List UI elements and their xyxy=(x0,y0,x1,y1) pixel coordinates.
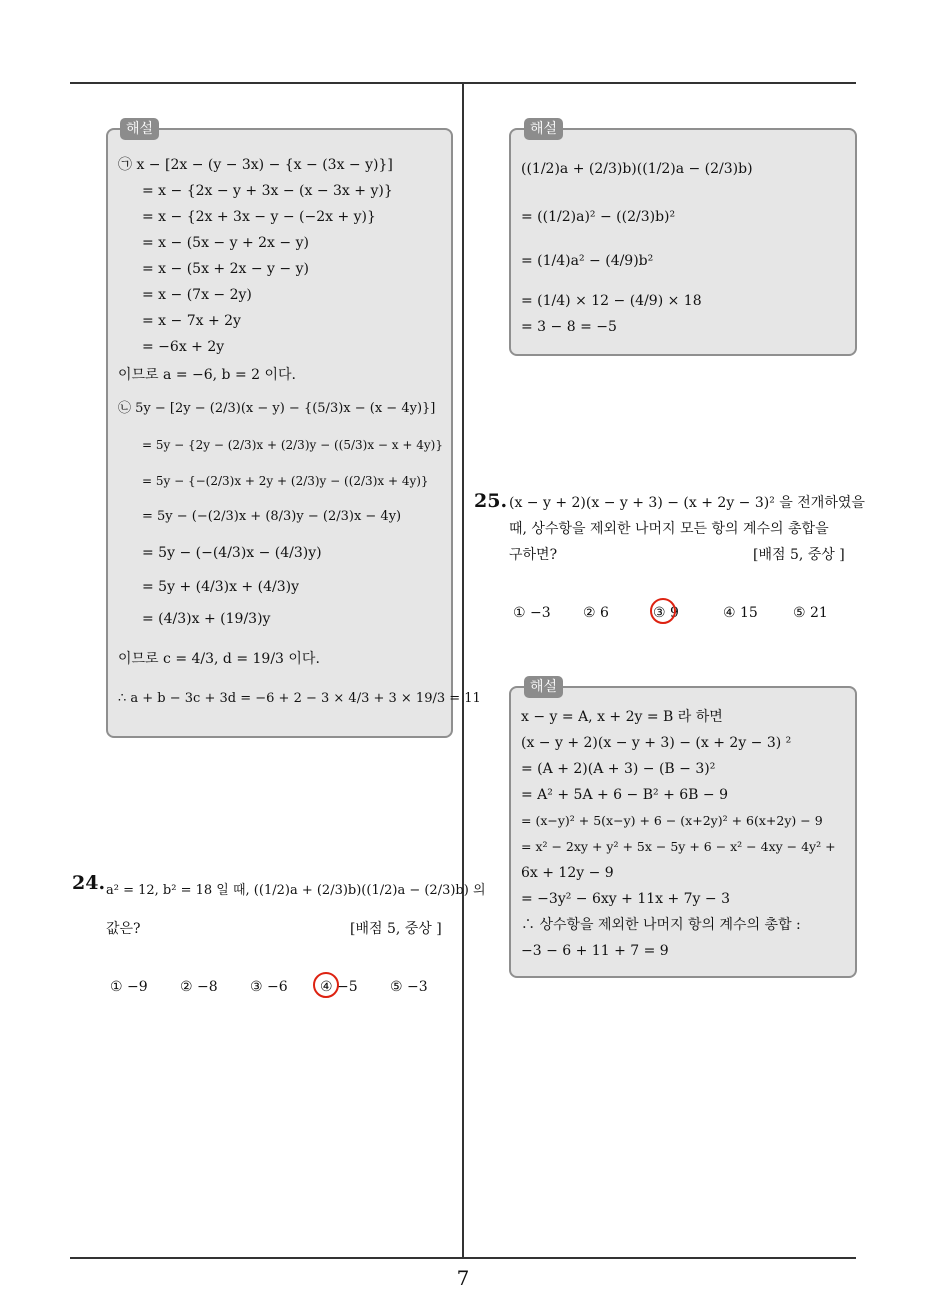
solution-line: ㉠ x − [2x − (y − 3x) − {x − (3x − y)}] xyxy=(118,157,393,173)
score-label: [배점 5, 중상 ] xyxy=(350,921,442,937)
answer-circle-mark xyxy=(313,972,339,998)
solution-line: = 5y − {2y − (2/3)x + (2/3)y − ((5/3)x − x + 4y)} xyxy=(142,438,443,452)
question-text: 값은? xyxy=(106,921,141,937)
solution-line: = (4/3)x + (19/3)y xyxy=(142,611,271,627)
solution-line: = x − 7x + 2y xyxy=(142,313,241,329)
solution-tag: 해설 xyxy=(524,676,563,698)
choice-1[interactable]: ① −3 xyxy=(513,605,551,621)
question-text: (x − y + 2)(x − y + 3) − (x + 2y − 3)² 을 전개하였을 xyxy=(509,495,865,511)
solution-line: = 5y + (4/3)x + (4/3)y xyxy=(142,579,299,595)
solution-line: x − y = A, x + 2y = B 라 하면 xyxy=(521,709,723,725)
solution-line: = −6x + 2y xyxy=(142,339,225,355)
solution-line: (x − y + 2)(x − y + 3) − (x + 2y − 3) ² xyxy=(521,735,792,751)
solution-tag: 해설 xyxy=(120,118,159,140)
solution-line: = −3y² − 6xy + 11x + 7y − 3 xyxy=(521,891,731,907)
solution-line: ∴ a + b − 3c + 3d = −6 + 2 − 3 × 4/3 + 3 × 19/3 = 11 xyxy=(118,691,481,706)
choice-4[interactable]: ④ −5 xyxy=(320,979,358,995)
solution-tag: 해설 xyxy=(524,118,563,140)
solution-line: = x − (5x + 2x − y − y) xyxy=(142,261,309,277)
solution-line: 이므로 c = 4/3, d = 19/3 이다. xyxy=(118,651,320,667)
solution-line: = A² + 5A + 6 − B² + 6B − 9 xyxy=(521,787,728,803)
question-text: 때, 상수항을 제외한 나머지 모든 항의 계수의 총합을 xyxy=(509,521,829,537)
answer-choices xyxy=(110,979,428,995)
solution-line: = 3 − 8 = −5 xyxy=(521,319,617,335)
score-label: [배점 5, 중상 ] xyxy=(753,547,845,563)
solution-line: = x² − 2xy + y² + 5x − 5y + 6 − x² − 4xy − 4y² + xyxy=(521,839,836,854)
column-divider xyxy=(462,83,464,1257)
right-bottom-solution-box xyxy=(509,686,857,978)
answer-circle-mark xyxy=(650,598,676,624)
solution-line: = (x−y)² + 5(x−y) + 6 − (x+2y)² + 6(x+2y) − 9 xyxy=(521,813,823,828)
solution-line: = x − (7x − 2y) xyxy=(142,287,252,303)
choice-1[interactable]: ① −9 xyxy=(110,979,148,995)
question-number: 25. xyxy=(474,490,508,512)
choice-3[interactable]: ③ 9 xyxy=(653,605,679,621)
choice-5[interactable]: ⑤ −3 xyxy=(390,979,428,995)
solution-line: 이므로 a = −6, b = 2 이다. xyxy=(118,367,296,383)
choice-5[interactable]: ⑤ 21 xyxy=(793,605,828,621)
solution-line: = 5y − (−(2/3)x + (8/3)y − (2/3)x − 4y) xyxy=(142,509,402,524)
choice-2[interactable]: ② 6 xyxy=(583,605,609,621)
solution-line: = (1/4) × 12 − (4/9) × 18 xyxy=(521,293,702,309)
choice-3[interactable]: ③ −6 xyxy=(250,979,288,995)
choice-4[interactable]: ④ 15 xyxy=(723,605,758,621)
solution-line: = x − (5x − y + 2x − y) xyxy=(142,235,309,251)
solution-line: = 5y − (−(4/3)x − (4/3)y) xyxy=(142,545,322,561)
solution-line: = x − {2x − y + 3x − (x − 3x + y)} xyxy=(142,183,393,199)
choice-2[interactable]: ② −8 xyxy=(180,979,218,995)
solution-line: 6x + 12y − 9 xyxy=(521,865,614,881)
solution-line: = (1/4)a² − (4/9)b² xyxy=(521,253,654,269)
page-number: 7 xyxy=(456,1266,470,1290)
solution-line: ㉡ 5y − [2y − (2/3)(x − y) − {(5/3)x − (x − 4y)}] xyxy=(118,401,436,416)
solution-line: = ((1/2)a)² − ((2/3)b)² xyxy=(521,209,676,225)
solution-line: = 5y − {−(2/3)x + 2y + (2/3)y − ((2/3)x + 4y)} xyxy=(142,474,429,488)
solution-line: −3 − 6 + 11 + 7 = 9 xyxy=(521,943,669,959)
solution-line: = (A + 2)(A + 3) − (B − 3)² xyxy=(521,761,716,777)
solution-line: ∴ 상수항을 제외한 나머지 항의 계수의 총합 : xyxy=(521,917,801,933)
solution-line: ((1/2)a + (2/3)b)((1/2)a − (2/3)b) xyxy=(521,161,753,177)
bottom-rule xyxy=(70,1257,856,1259)
question-text: a² = 12, b² = 18 일 때, ((1/2)a + (2/3)b)((1/2)a − (2/3)b) 의 xyxy=(106,883,486,898)
question-number: 24. xyxy=(72,872,106,894)
solution-line: = x − {2x + 3x − y − (−2x + y)} xyxy=(142,209,376,225)
question-text: 구하면? xyxy=(509,547,558,563)
